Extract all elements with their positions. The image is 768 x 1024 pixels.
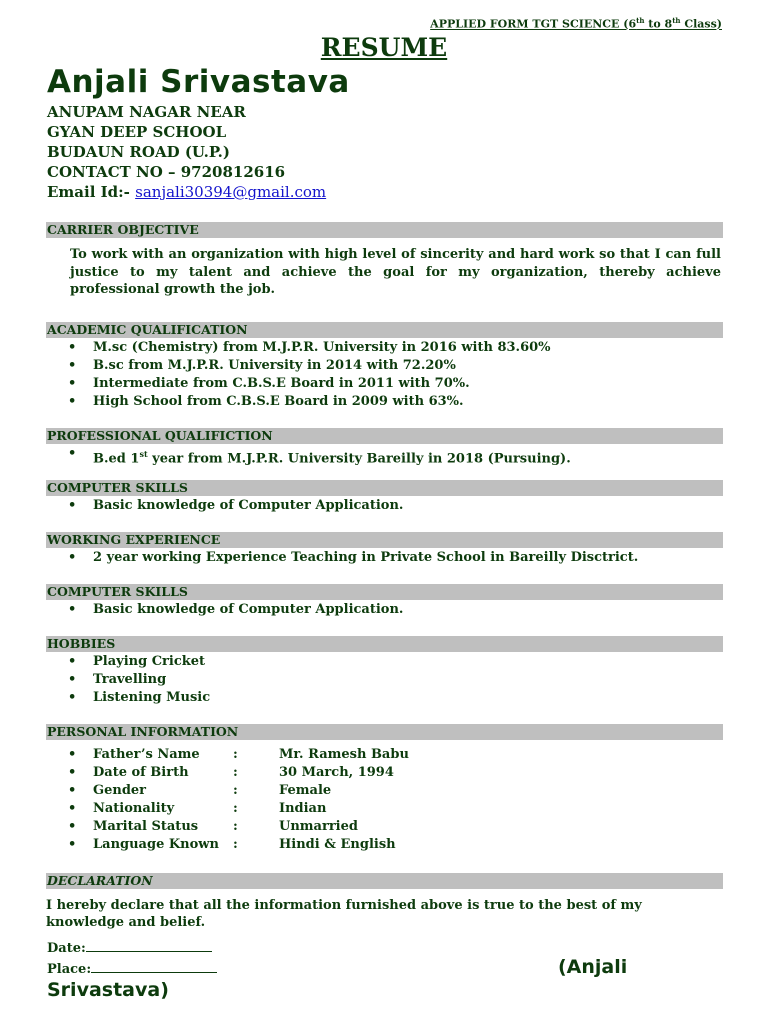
signature-name-line-2: Srivastava) — [47, 979, 169, 1001]
list-item: • Basic knowledge of Computer Application. — [46, 497, 723, 515]
declaration-text: I hereby declare that all the information furnished above is true to the best of my knowledge and belief. — [46, 898, 642, 930]
list-item: • Playing Cricket — [46, 653, 723, 671]
contact-number: CONTACT NO – 9720812616 — [47, 163, 286, 181]
address-line-2: GYAN DEEP SCHOOL — [47, 123, 227, 141]
email-line — [47, 182, 326, 202]
declaration-heading: DECLARATION — [46, 873, 723, 889]
date-line: Date: — [47, 940, 212, 956]
personal-info-row: • Language Known : Hindi & English — [46, 836, 723, 854]
list-item: • B.ed 1st year from M.J.P.R. University Bareilly in 2018 (Pursuing). — [46, 445, 723, 468]
objective-text: To work with an organization with high level of sincerity and hard work so that I can full justice to my talent and achieve the goal for my organization, thereby achieve professional growth the job. — [70, 247, 721, 297]
experience-section — [46, 532, 723, 567]
academic-section — [46, 322, 723, 411]
email-link[interactable]: sanjali30394@gmail.com — [135, 183, 327, 201]
address-line-1: ANUPAM NAGAR NEAR — [47, 103, 246, 121]
email-label: Email Id:- — [47, 183, 136, 201]
candidate-name: Anjali Srivastava — [47, 64, 350, 100]
list-item: • Intermediate from C.B.S.E Board in 2011 with 70%. — [46, 375, 723, 393]
list-item: • M.sc (Chemistry) from M.J.P.R. University in 2016 with 83.60% — [46, 339, 723, 357]
list-item: • B.sc from M.J.P.R. University in 2014 with 72.20% — [46, 357, 723, 375]
personal-info-row: • Gender : Female — [46, 782, 723, 800]
applied-for-heading: APPLIED FORM TGT SCIENCE (6th to 8th Class) — [430, 16, 722, 31]
resume-title: RESUME — [320, 33, 448, 62]
list-item: • 2 year working Experience Teaching in Private School in Bareilly Disctrict. — [46, 549, 723, 567]
experience-heading: WORKING EXPERIENCE — [46, 532, 723, 548]
personal-info-row: • Marital Status : Unmarried — [46, 818, 723, 836]
list-item: • Travelling — [46, 671, 723, 689]
list-item: • Basic knowledge of Computer Application. — [46, 601, 723, 619]
declaration-section — [46, 873, 723, 931]
personal-info-row: • Nationality : Indian — [46, 800, 723, 818]
computer-skills-heading: COMPUTER SKILLS — [46, 584, 723, 600]
academic-heading: ACADEMIC QUALIFICATION — [46, 322, 723, 338]
professional-heading: PROFESSIONAL QUALIFICTION — [46, 428, 723, 444]
objective-heading: CARRIER OBJECTIVE — [46, 222, 723, 238]
list-item: • High School from C.B.S.E Board in 2009 with 63%. — [46, 393, 723, 411]
objective-section — [46, 222, 723, 299]
computer-skills-section-2 — [46, 584, 723, 619]
personal-info-heading: PERSONAL INFORMATION — [46, 724, 723, 740]
professional-section — [46, 428, 723, 468]
address-block — [47, 102, 326, 202]
hobbies-heading: HOBBIES — [46, 636, 723, 652]
computer-skills-section — [46, 480, 723, 515]
list-item: • Listening Music — [46, 689, 723, 707]
personal-info-row: • Date of Birth : 30 March, 1994 — [46, 764, 723, 782]
signature-name-line-1: (Anjali — [558, 956, 628, 978]
hobbies-section — [46, 636, 723, 707]
place-line: Place: — [47, 961, 217, 977]
address-line-3: BUDAUN ROAD (U.P.) — [47, 143, 230, 161]
computer-skills-heading: COMPUTER SKILLS — [46, 480, 723, 496]
personal-info-row: • Father’s Name : Mr. Ramesh Babu — [46, 746, 723, 764]
personal-info-section — [46, 724, 723, 854]
